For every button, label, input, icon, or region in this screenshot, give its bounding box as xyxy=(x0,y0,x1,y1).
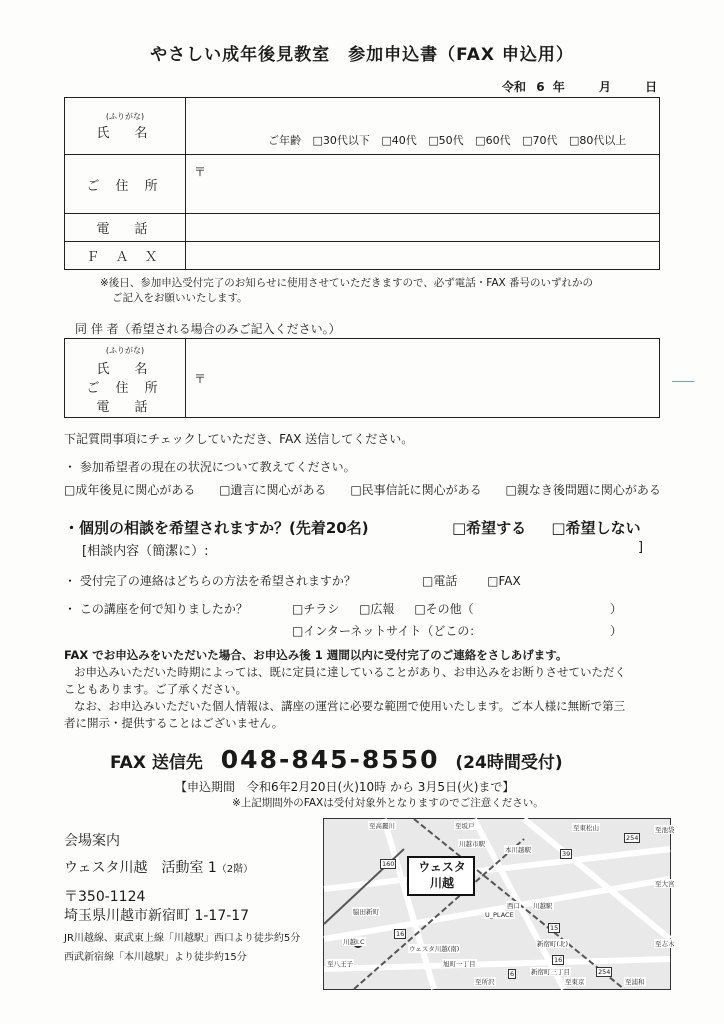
fax-label: Ｆ Ａ Ｘ xyxy=(65,242,186,270)
name-field[interactable] xyxy=(186,98,660,155)
map-label-20: 至池袋 xyxy=(655,826,675,834)
map-label-9: ウェスタ川越(南) xyxy=(409,945,460,953)
blue-margin-line xyxy=(672,381,694,382)
map-label-17: 至浦和 xyxy=(625,978,645,986)
q2-options xyxy=(452,517,641,538)
map-label-10: 新宿町(北) xyxy=(537,940,569,948)
q1-option-parents[interactable]: □親なき後問題に関心がある xyxy=(505,483,661,497)
para-4: なお、お申込みいただいた個人情報は、講座の運営に必要な範囲で使用いたします。ご本人様に無断で第三 xyxy=(74,699,626,713)
map-center-title: ウェスタ 川越 xyxy=(418,860,466,890)
companion-table xyxy=(64,338,660,418)
age-label: ご年齢 xyxy=(268,134,301,147)
q4-option-internet[interactable]: □インターネットサイト（どこの： xyxy=(292,624,482,638)
postal-mark: 〒 xyxy=(194,165,207,179)
map-label-6: 川越駅 xyxy=(533,902,553,910)
map-label-8: 脇田新町 xyxy=(353,908,379,916)
date-month-label: 月 xyxy=(598,80,611,94)
route-15: 15 xyxy=(550,924,559,932)
map-roads xyxy=(324,819,670,989)
name-label: 氏 名 xyxy=(96,126,154,141)
venue-address: 埼玉県川越市新宿町 1-17-17 xyxy=(64,908,250,924)
date-year: 6 xyxy=(536,80,545,94)
route-6: 6 xyxy=(510,970,515,978)
venue-map xyxy=(323,818,675,990)
instruction-text: 下記質問事項にチェックしていただき、FAX 送信してください。 xyxy=(64,432,414,446)
application-period: 【申込期間 令和6年2月20日(火)10時 から 3月5日(火)まで】 xyxy=(175,780,515,794)
phone-field[interactable] xyxy=(186,214,660,242)
page-title: やさしい成年後見教室 参加申込書（FAX 申込用） xyxy=(150,45,574,65)
map-label-12: 新宿町三丁目 xyxy=(531,968,570,976)
map-label-4: 本川越駅 xyxy=(505,846,531,854)
route-254-north: 254 xyxy=(626,834,639,842)
para-2: お申込みいただいた時期によっては、既に定員に達していることがあり、お申込みをお断りさせていただく xyxy=(74,665,626,679)
companion-postal-mark: 〒 xyxy=(194,371,207,386)
map-label-15: 至所沢 xyxy=(475,978,495,986)
venue-heading: 会場案内 xyxy=(64,833,120,849)
period-note: ※上記期間外のFAXは受付対象外となりますのでご注意ください。 xyxy=(232,797,544,809)
age-section xyxy=(268,132,626,148)
q4-option-other[interactable]: □その他（ xyxy=(414,602,474,616)
map-label-19: 至志木 xyxy=(655,940,675,948)
map-label-2: 至東松山 xyxy=(573,824,599,832)
q3-options xyxy=(422,572,521,589)
para-3: こともあります。ご了承ください。 xyxy=(64,682,248,696)
note-line-1: ※後日、参加申込受付完了のお知らせに使用させていただきますので、必ず電話・FAX 番号のいずれかの xyxy=(100,277,594,289)
date-line xyxy=(502,78,657,95)
q4-other-close: ） xyxy=(610,602,623,616)
q2-detail-close: ] xyxy=(638,540,644,555)
access-seibu: 西武新宿線「本川越駅」より徒歩約15分 xyxy=(64,952,247,963)
age-option-70[interactable]: □70代 xyxy=(522,134,558,147)
q3-option-fax[interactable]: □FAX xyxy=(487,574,521,588)
q1-text: ・ 参加希望者の現在の状況について教えてください。 xyxy=(64,460,356,474)
map-label-16: 至東京 xyxy=(565,978,585,986)
address-field[interactable] xyxy=(186,155,660,214)
q2-option-no[interactable]: □希望しない xyxy=(551,519,641,537)
name-label-cell xyxy=(65,98,186,155)
q4-internet-close: ） xyxy=(610,624,623,638)
q3-text: ・ 受付完了の連絡はどちらの方法を希望されますか？ xyxy=(64,574,356,588)
map-label-1: 至坂戸 xyxy=(455,822,475,830)
fax-number: 048-845-8550 xyxy=(220,745,440,774)
fax-destination xyxy=(110,745,563,774)
note-line-2: ご記入をお願いいたします。 xyxy=(112,292,248,304)
map-label-0: 至高麗川 xyxy=(369,822,395,830)
map-label-14: 至八王子 xyxy=(327,960,353,968)
applicant-table xyxy=(64,97,660,270)
access-jr: JR川越線、東武東上線「川越駅」西口より徒歩約5分 xyxy=(64,933,301,944)
companion-phone-label: 電 話 xyxy=(96,400,154,415)
q3-option-phone[interactable]: □電話 xyxy=(422,574,458,588)
q1-options xyxy=(64,481,661,498)
venue-postal: 〒350-1124 xyxy=(64,889,146,905)
map-label-7: U_PLACE xyxy=(485,911,514,919)
phone-label: 電 話 xyxy=(65,214,186,242)
q4-options xyxy=(292,600,474,617)
map-label-18: 至大宮 xyxy=(655,880,675,888)
route-254-south: 254 xyxy=(598,968,611,976)
fax-label-text: FAX 送信先 xyxy=(110,753,203,773)
map-label-11: 旭町一丁目 xyxy=(443,960,476,968)
companion-name-label: 氏 名 xyxy=(96,362,154,377)
venue-floor: （2階） xyxy=(216,864,254,875)
q2-detail-open: [相談内容（簡潔に）: xyxy=(82,544,209,559)
venue-place-line xyxy=(64,857,253,877)
q2-option-yes[interactable]: □希望する xyxy=(452,519,527,537)
fax-field[interactable] xyxy=(186,242,660,270)
fax-hours: (24時間受付) xyxy=(455,753,563,773)
q1-option-guardianship[interactable]: □成年後見に関心がある xyxy=(64,483,196,497)
companion-furigana-label: (ふりがな) xyxy=(105,346,145,355)
address-label: ご 住 所 xyxy=(65,155,186,214)
venue-place: ウェスタ川越 活動室 1 xyxy=(64,860,217,876)
q1-option-trust[interactable]: □民事信託に関心がある xyxy=(350,483,482,497)
date-era: 令和 xyxy=(502,80,527,94)
map-label-3: 川越市駅 xyxy=(459,840,485,848)
q4-option-bulletin[interactable]: □広報 xyxy=(359,602,395,616)
date-day-label: 日 xyxy=(645,80,658,94)
map-label-5: 西口 xyxy=(507,902,520,910)
companion-heading: 同 伴 者（希望される場合のみご記入ください。） xyxy=(75,322,341,336)
contact-note xyxy=(100,276,593,306)
route-16-west: 16 xyxy=(396,930,405,938)
route-16-south: 16 xyxy=(554,956,563,964)
companion-address-label: ご 住 所 xyxy=(86,381,164,396)
age-option-30[interactable]: □30代以下 xyxy=(312,134,370,147)
map-label-13: 川越I.C xyxy=(343,938,365,946)
para-1: FAX でお申込みをいただいた場合、お申込み後 1 週間以内に受付完了のご連絡をさしあげます。 xyxy=(64,648,568,662)
companion-field[interactable] xyxy=(186,339,660,418)
route-160: 160 xyxy=(382,860,395,868)
companion-label-cell xyxy=(65,339,186,418)
q2-text: ・個別の相談を希望されますか？(先着20名) xyxy=(64,519,369,537)
age-option-40[interactable]: □40代 xyxy=(381,134,417,147)
age-option-50[interactable]: □50代 xyxy=(428,134,464,147)
age-option-60[interactable]: □60代 xyxy=(475,134,511,147)
age-option-80[interactable]: □80代以上 xyxy=(568,134,627,147)
para-5: 者に開示・提供することはございません。 xyxy=(64,716,284,730)
route-39: 39 xyxy=(562,850,571,858)
q4-option-flyer[interactable]: □チラシ xyxy=(292,602,340,616)
furigana-label: (ふりがな) xyxy=(105,112,145,121)
date-year-label: 年 xyxy=(552,80,565,94)
q4-text: ・ この講座を何で知りましたか？ xyxy=(64,602,248,616)
q1-option-will[interactable]: □遺言に関心がある xyxy=(219,483,327,497)
